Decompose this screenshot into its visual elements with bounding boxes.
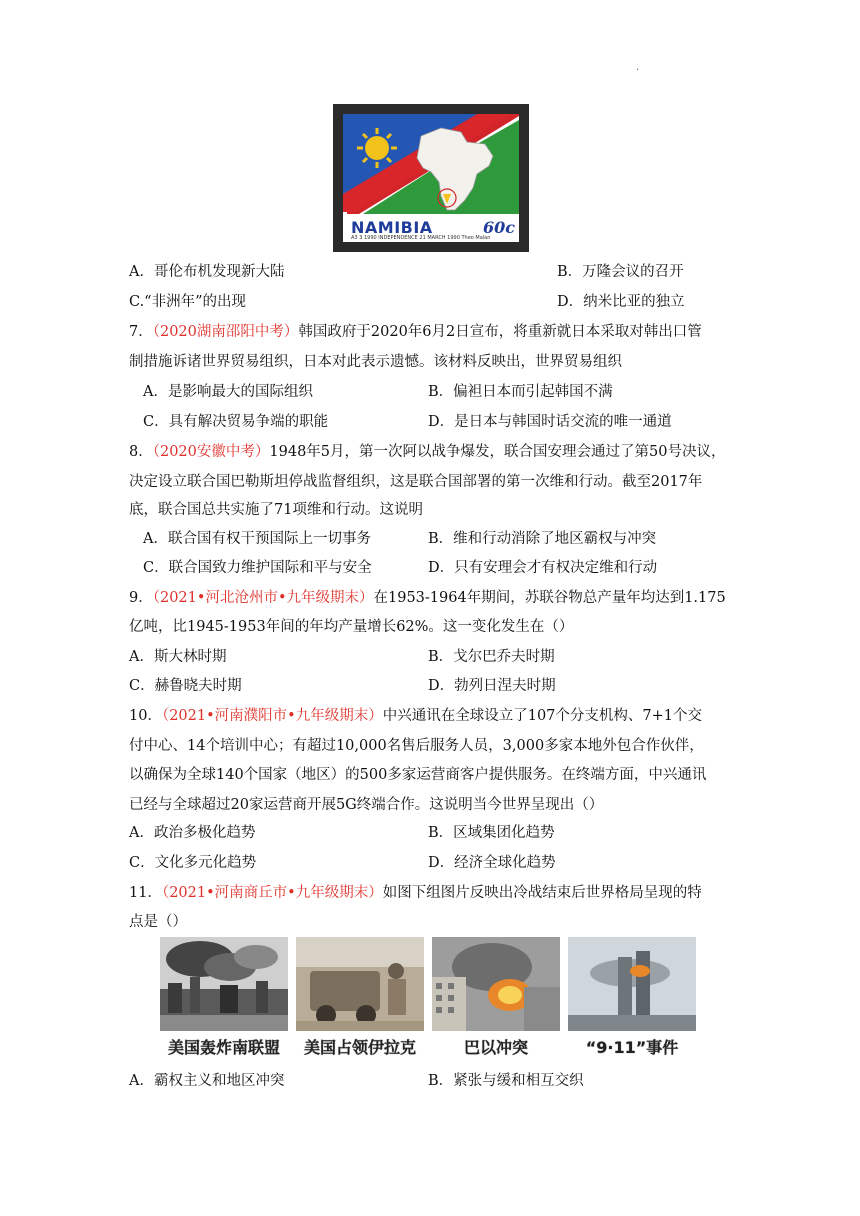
- q11-stem-line2: 点是（）: [129, 914, 187, 930]
- q8-options-row1: [143, 529, 657, 549]
- q9-option-a: A．斯大林时期: [129, 649, 227, 665]
- q10-number: 10．: [129, 708, 162, 724]
- q8-option-c: C．联合国致力维护国际和平与安全: [143, 560, 372, 576]
- q8-number: 8．: [129, 444, 153, 460]
- q7-option-c: C．具有解决贸易争端的职能: [143, 414, 329, 430]
- q9-stem-line2: 亿吨，比1945-1953年间的年均产量增长62%。这一变化发生在（）: [129, 619, 574, 635]
- q7-options-row1: [143, 382, 613, 402]
- q11-photo-strip: [160, 937, 700, 1061]
- photo-911-attack: [568, 937, 696, 1031]
- q6-option-b: B．万隆会议的召开: [557, 264, 684, 280]
- q9-option-c: C．赫鲁晓夫时期: [129, 678, 242, 694]
- q7-options-row2: [143, 412, 672, 432]
- q8-stem-text1: 1948年5月，第一次阿以战争爆发，联合国安理会通过了第50号决议，: [269, 444, 726, 460]
- photo-occupation-iraq: [296, 937, 424, 1031]
- q10-option-d: D．经济全球化趋势: [428, 855, 556, 871]
- stamp-face: [343, 114, 519, 242]
- q9-options-row1: [129, 647, 555, 667]
- q10-options-row2: [129, 853, 556, 873]
- q11-options-row1: [129, 1071, 584, 1091]
- q10-option-c: C．文化多元化趋势: [129, 855, 257, 871]
- q8-stem-line2: 决定设立联合国巴勒斯坦停战监督组织，这是联合国部署的第一次维和行动。截至2017年: [129, 474, 703, 490]
- q8-option-d: D．只有安理会才有权决定维和行动: [428, 560, 658, 576]
- q9-option-d: D．勃列日涅夫时期: [428, 678, 556, 694]
- stamp-value-label: 60c: [483, 218, 516, 237]
- q7-option-b: B．偏袒日本而引起韩国不满: [428, 384, 613, 400]
- q8-stem-line1: [129, 442, 725, 462]
- q10-options-row1: [129, 823, 555, 843]
- q10-stem-text1: 中兴通讯在全球设立了107个分支机构、7+1个交: [382, 708, 702, 724]
- q7-source: （2020湖南邵阳中考）: [152, 324, 299, 340]
- q6-option-a: A．哥伦布机发现新大陆: [129, 264, 285, 280]
- q10-stem-line1: [129, 706, 702, 726]
- q11-number: 11．: [129, 885, 162, 901]
- q8-option-b: B．维和行动消除了地区霸权与冲突: [428, 531, 657, 547]
- q11-stem-text1: 如图下组图片反映出冷战结束后世界格局呈现的特: [382, 885, 702, 901]
- q9-number: 9．: [129, 590, 153, 606]
- caption-bombing-yugoslavia: 美国轰炸南联盟: [167, 1038, 280, 1057]
- q7-stem-text1: 韩国政府于2020年6月2日宣布，将重新就日本采取对韩出口管: [298, 324, 702, 340]
- stamp-country-label: NAMIBIA: [351, 218, 433, 237]
- photo-bombing-yugoslavia: [160, 937, 288, 1031]
- q8-stem-line3: 底，联合国总共实施了71项维和行动。这说明: [129, 502, 423, 518]
- q7-stem-line1: [129, 322, 702, 342]
- q6-options-row2: [129, 292, 685, 312]
- q11-option-b: B．紧张与缓和相互交织: [428, 1073, 584, 1089]
- q8-options-row2: [143, 558, 658, 578]
- caption-israel-palestine: 巴以冲突: [463, 1038, 528, 1057]
- q8-source: （2020安徽中考）: [152, 444, 270, 460]
- q9-option-b: B．戈尔巴乔夫时期: [428, 649, 555, 665]
- q11-source: （2021•河南商丘市•九年级期末）: [161, 885, 383, 901]
- q9-stem-text1: 在1953-1964年期间，苏联谷物总产量年均达到1.175: [373, 590, 726, 606]
- q6-options-row1: [129, 262, 684, 282]
- caption-911: “9·11”事件: [585, 1038, 679, 1057]
- caption-occupation-iraq: 美国占领伊拉克: [303, 1038, 416, 1057]
- stamp-caption: A3 3 1990 INDEPENDENCE 21 MARCH 1990 Theo Malan: [351, 235, 491, 241]
- q10-stem-line3: 以确保为全球140个国家（地区）的500多家运营商客户提供服务。在终端方面，中兴通讯: [129, 767, 707, 783]
- q6-option-d: D．纳米比亚的独立: [557, 294, 685, 310]
- photo-israel-palestine-conflict: [432, 937, 560, 1031]
- q10-stem-line2: 付中心、14个培训中心；有超过10,000名售后服务人员，3,000多家本地外包合作伙伴，: [129, 738, 704, 754]
- q11-option-a: A．霸权主义和地区冲突: [129, 1073, 285, 1089]
- q7-option-a: A．是影响最大的国际组织: [143, 384, 313, 400]
- q10-option-a: A．政治多极化趋势: [129, 825, 256, 841]
- q6-option-c: C.“非洲年”的出现: [129, 294, 247, 310]
- q10-stem-line4: 已经与全球超过20家运营商开展5G终端合作。这说明当今世界呈现出（）: [129, 797, 604, 813]
- q8-option-a: A．联合国有权干预国际上一切事务: [143, 531, 371, 547]
- q9-stem-line1: [129, 588, 726, 608]
- q7-stem-line2: 制措施诉诸世界贸易组织，日本对此表示遗憾。该材料反映出，世界贸易组织: [129, 354, 622, 370]
- q9-options-row2: [129, 676, 556, 696]
- q10-source: （2021•河南濮阳市•九年级期末）: [161, 708, 383, 724]
- q9-source: （2021•河北沧州市•九年级期末）: [152, 590, 374, 606]
- q10-option-b: B．区域集团化趋势: [428, 825, 555, 841]
- q7-number: 7．: [129, 324, 153, 340]
- namibia-stamp-image: [333, 104, 529, 252]
- page-mark: .: [636, 62, 640, 73]
- q7-option-d: D．是日本与韩国时话交流的唯一通道: [428, 414, 672, 430]
- sun-icon: [357, 128, 397, 168]
- q11-stem-line1: [129, 883, 702, 903]
